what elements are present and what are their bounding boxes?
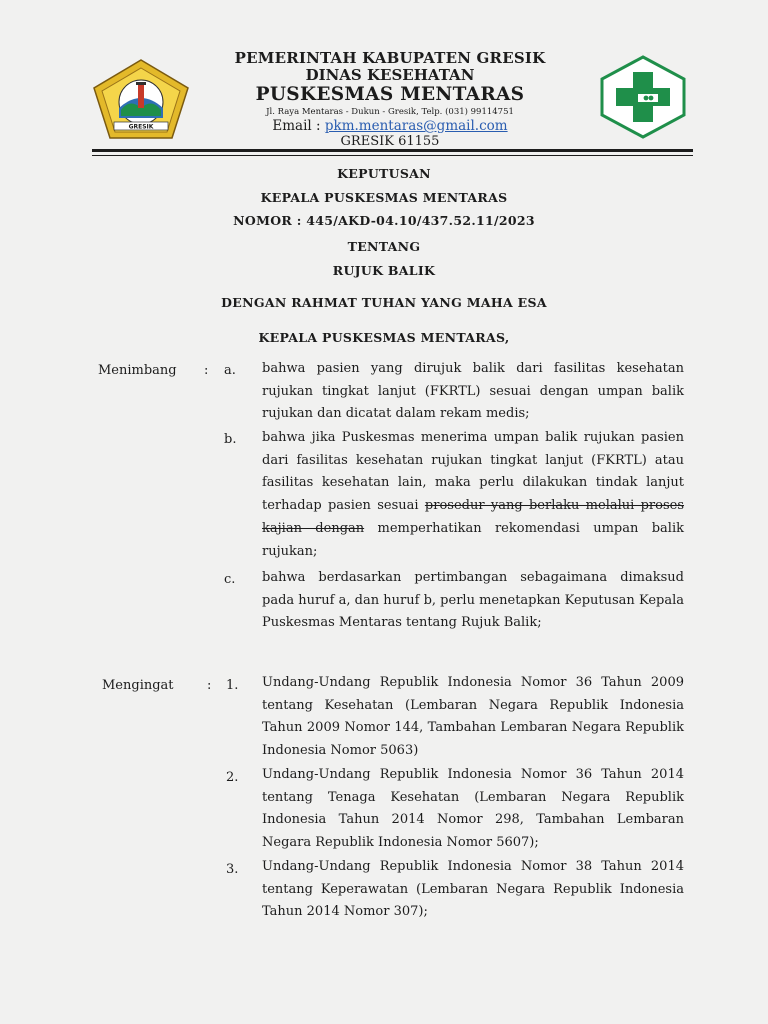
menimbang-colon: : [204, 363, 209, 378]
title-subject: RUJUK BALIK [332, 263, 436, 278]
gresik-emblem-logo [92, 58, 190, 140]
menimbang-b-marker: b. [224, 432, 237, 447]
title-issuer: KEPALA PUSKESMAS MENTARAS, [258, 330, 510, 345]
mengingat-colon: : [207, 678, 212, 693]
letterhead-department: DINAS KESEHATAN [305, 66, 475, 84]
title-nomor: NOMOR : 445/AKD-04.10/437.52.11/2023 [233, 213, 535, 228]
mengingat-1-marker: 1. [226, 678, 239, 693]
mengingat-label: Mengingat [102, 678, 174, 693]
letterhead-government: PEMERINTAH KABUPATEN GRESIK [234, 49, 546, 67]
mengingat-2-text: Undang-Undang Republik Indonesia Nomor 36 Tahun 2014 tentang Tenaga Kesehatan (Lembaran Negara Republik Indonesia Tahun 2014 Nomor 298, Tambahan Lembaran Negara Republik Indonesia Nomor 5607); [262, 767, 684, 851]
menimbang-b-text-struck: prosedur yang berlaku melalui proses kajian dengan [262, 498, 685, 536]
title-kepala: KEPALA PUSKESMAS MENTARAS [260, 190, 508, 205]
mengingat-3-text: Undang-Undang Republik Indonesia Nomor 38 Tahun 2014 tentang Keperawatan (Lembaran Negara Republik Indonesia Tahun 2014 Nomor 307); [262, 859, 684, 920]
puskesmas-logo [598, 54, 688, 140]
title-keputusan: KEPUTUSAN [337, 166, 431, 181]
emblem-text: GRESIK [128, 123, 154, 131]
letterhead-rule-thick [92, 149, 693, 152]
letterhead [210, 50, 570, 149]
menimbang-b-text-main: bahwa jika Puskesmas menerima umpan balik rujukan pasien dari fasilitas kesehatan rujukan tingkat lanjut (FKRTL) atau fasilitas kesehatan lain, maka perlu dilakukan tindak lanjut terhadap pasien sesuai [262, 430, 684, 514]
letterhead-address: Jl. Raya Mentaras - Dukun - Gresik, Telp. (031) 99114751 [266, 107, 514, 117]
letterhead-institution: PUSKESMAS MENTARAS [255, 84, 525, 105]
letterhead-rule-thin [92, 155, 693, 156]
email-label: Email : [272, 118, 325, 134]
menimbang-a-text: bahwa pasien yang dirujuk balik dari fasilitas kesehatan rujukan tingkat lanjut (FKRTL) sesuai dengan umpan balik rujukan dan dicatat dalam rekam medis; [262, 361, 684, 422]
menimbang-a-marker: a. [224, 363, 236, 378]
menimbang-b-text [262, 427, 684, 563]
mengingat-1-text: Undang-Undang Republik Indonesia Nomor 36 Tahun 2009 tentang Kesehatan (Lembaran Negara Republik Indonesia Tahun 2009 Nomor 144, Tambahan Lembaran Negara Republik Indonesia Nomor 5063) [262, 675, 684, 759]
menimbang-c-marker: c. [224, 572, 236, 587]
menimbang-label: Menimbang [98, 363, 177, 378]
title-tentang: TENTANG [347, 239, 421, 254]
letterhead-postal: GRESIK 61155 [340, 134, 440, 149]
menimbang-c-text: bahwa berdasarkan pertimbangan sebagaimana dimaksud pada huruf a, dan huruf b, perlu menetapkan Keputusan Kepala Puskesmas Mentaras tentang Rujuk Balik; [262, 570, 684, 631]
menimbang-b-text-end: memperhatikan rekomendasi umpan balik rujukan; [262, 520, 685, 559]
letterhead-email-line [210, 118, 570, 134]
mengingat-3-marker: 3. [226, 862, 239, 877]
email-link[interactable]: pkm.mentaras@gmail.com [324, 118, 508, 134]
title-rahmat: DENGAN RAHMAT TUHAN YANG MAHA ESA [221, 295, 547, 310]
mengingat-2-marker: 2. [226, 770, 239, 785]
